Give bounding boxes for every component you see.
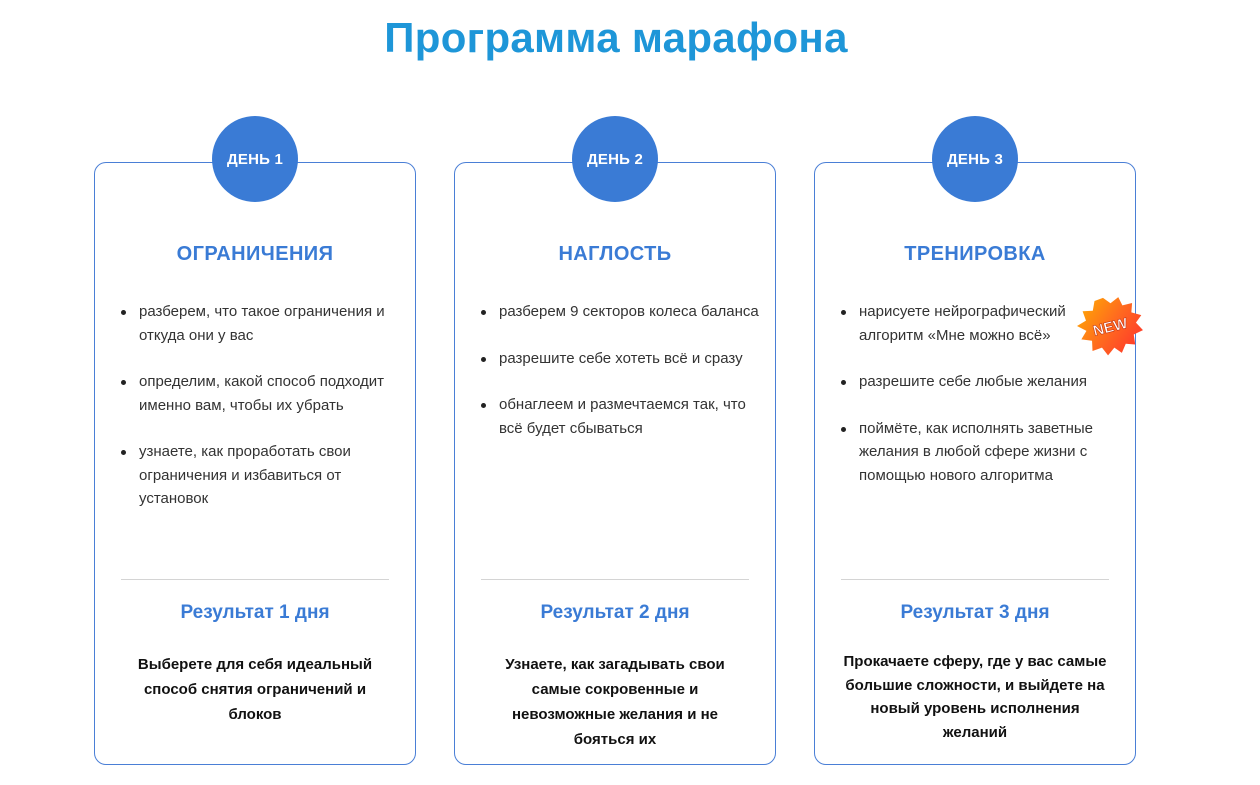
day-card-2 bbox=[454, 150, 776, 765]
new-sticker-label: NEW bbox=[1091, 314, 1130, 340]
list-item: разберем 9 секторов колеса баланса bbox=[477, 300, 761, 324]
result-title: Результат 2 дня bbox=[540, 602, 690, 623]
list-item: разрешите себе хотеть всё и сразу bbox=[477, 347, 761, 371]
page-title: Программа марафона bbox=[384, 14, 848, 61]
day-badge: ДЕНЬ 1 bbox=[212, 116, 298, 202]
new-sticker-icon bbox=[1074, 295, 1146, 357]
list-item: нарисуете нейрографический алгоритм «Мне можно всё» bbox=[837, 300, 1121, 347]
list-item: поймёте, как исполнять заветные желания в любой сфере жизни с помощью нового алгоритма bbox=[837, 417, 1121, 488]
divider bbox=[121, 579, 389, 580]
list-item: разберем, что такое ограничения и откуда они у вас bbox=[117, 300, 401, 347]
list-item: обнаглеем и размечтаемся так, что всё будет сбываться bbox=[477, 393, 761, 440]
result-text: Выберете для себя идеальный способ снятия ограничений и блоков bbox=[137, 656, 373, 723]
divider bbox=[841, 579, 1109, 580]
bullet-list bbox=[477, 300, 761, 463]
divider bbox=[481, 579, 749, 580]
day-badge: ДЕНЬ 3 bbox=[932, 116, 1018, 202]
day-card-1 bbox=[94, 150, 416, 765]
list-item: узнаете, как проработать свои ограничения и избавиться от установок bbox=[117, 440, 401, 511]
list-item: определим, какой способ подходит именно вам, чтобы их убрать bbox=[117, 370, 401, 417]
card-heading: ОГРАНИЧЕНИЯ bbox=[176, 243, 334, 265]
result-text: Узнаете, как загадывать свои самые сокровенные и невозможные желания и не бояться их bbox=[505, 656, 725, 748]
result-title: Результат 1 дня bbox=[180, 602, 330, 623]
bullet-list bbox=[117, 300, 401, 534]
day-card-3 bbox=[814, 150, 1136, 765]
result-title: Результат 3 дня bbox=[900, 602, 1050, 623]
day-badge: ДЕНЬ 2 bbox=[572, 116, 658, 202]
list-item: разрешите себе любые желания bbox=[837, 370, 1121, 394]
card-heading: ТРЕНИРОВКА bbox=[904, 243, 1046, 265]
card-heading: НАГЛОСТЬ bbox=[558, 243, 672, 265]
result-text: Прокачаете сферу, где у вас самые большие сложности, и выйдете на новый уровень исполнения желаний bbox=[843, 653, 1107, 741]
